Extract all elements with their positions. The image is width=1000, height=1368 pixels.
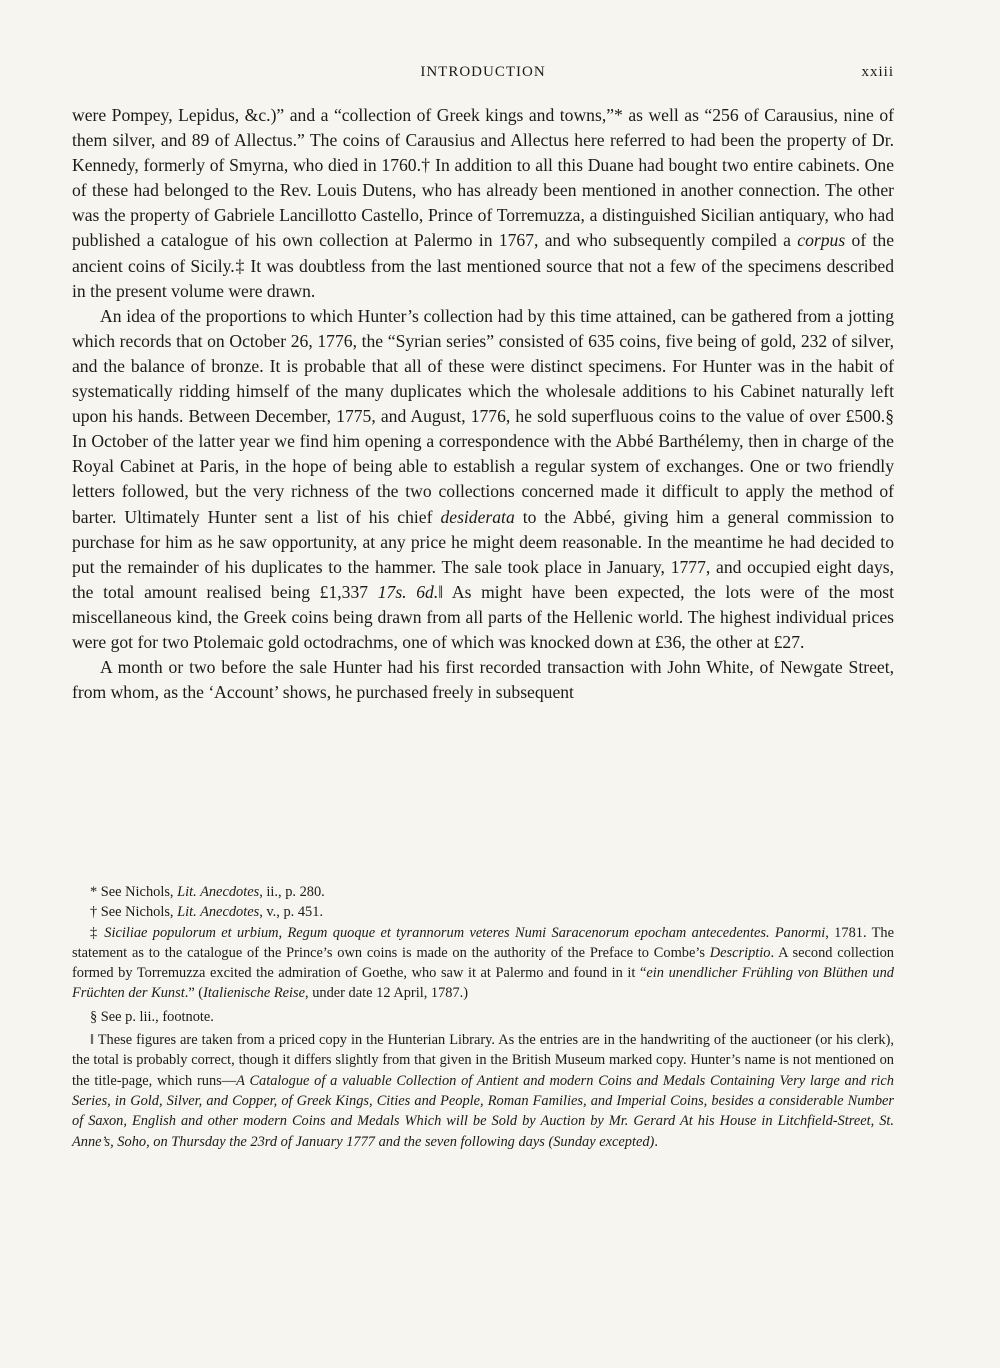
text-run: . A second collection formed by Torremuzza excited the admiration of Goethe, who saw it at Palermo and found in it “: [72, 944, 894, 982]
paragraph: [72, 304, 894, 655]
footnote: [72, 882, 894, 902]
page-number: xxiii: [861, 64, 894, 80]
italic-text: Lit. Anecdotes: [177, 884, 260, 900]
text-run: * See Nichols,: [90, 884, 178, 900]
paragraph: [72, 655, 894, 705]
text-run: , v., p. 451.: [259, 904, 324, 921]
page-header: [72, 64, 894, 86]
italic-text: Italienische Reise: [203, 985, 305, 1002]
italic-text: Lit. Anecdotes: [177, 904, 260, 921]
italic-text: corpus: [797, 230, 846, 251]
main-text: [72, 103, 894, 705]
italic-text: A Catalogue of a valuable Collection of Antient and modern Coins and Medals Containing Very large and rich Series, in Gold, Silver, and Copper, of Greek Kings, Cities and People, Roman Families, and Imperial Coins, besides a considerable Number of Saxon, English and other modern Coins and Medals Which will be Sold by Auction by Mr. Gerard At his House in Litchfield-Street, St. Anne’s, Soho, on Thursday the 23rd of January 1777 and the seven following days (Sunday excepted): [72, 1072, 895, 1150]
text-run: ‡: [90, 924, 105, 941]
footnote: [72, 923, 894, 1004]
text-run: .: [654, 1133, 658, 1150]
text-run: of the ancient coins of Sicily.‡ It was doubtless from the last mentioned source that not a few of the specimens described in the present volume were drawn.: [72, 230, 895, 301]
text-run: § See p. lii., footnote.: [90, 1008, 214, 1025]
text-run: .” (: [184, 985, 204, 1002]
footnote: [72, 1030, 894, 1152]
italic-text: Siciliae populorum et urbium, Regum quoque et tyrannorum veteres Numi Saracenorum epocham antecedentes. Panormi: [104, 924, 826, 941]
italic-text: Descriptio: [709, 944, 771, 961]
text-run: , 1781. The statement as to the catalogue of the Prince’s own coins is made on the authority of the Preface to Combe’s: [72, 924, 894, 961]
text-run: , ii., p. 280.: [259, 884, 325, 900]
text-run: A month or two before the sale Hunter had his first recorded transaction with John White, of Newgate Street, from whom, as the ‘Account’ shows, he purchased freely in subsequent: [72, 657, 894, 703]
text-run: , under date 12 April, 1787.): [305, 985, 469, 1002]
italic-text: desiderata: [440, 506, 515, 527]
footnotes: [72, 882, 894, 1152]
footnote: [72, 1007, 894, 1027]
italic-text: 17s. 6d.: [377, 581, 439, 602]
italic-text: ein unendlicher Frühling von Blüthen und Früchten der Kunst: [72, 965, 894, 1002]
text-run: † See Nichols,: [90, 904, 178, 921]
paragraph: [72, 103, 894, 304]
text-run: ‖ These figures are taken from a priced copy in the Hunterian Library. As the entries are in the handwriting of the auctioneer (or his clerk), the total is probably correct, though it differs slightly from that given in the British Museum marked copy. Hunter’s name is not mentioned on the title-page, which runs—: [72, 1032, 894, 1089]
text-run: were Pompey, Lepidus, &c.)” and a “collection of Greek kings and towns,”* as well as “256 of Carausius, nine of them silver, and 89 of Allectus.” The coins of Carausius and Allectus here referred to had been the property of Dr. Kennedy, formerly of Smyrna, who died in 1760.† In addition to all this Duane had bought two entire cabinets. One of these had belonged to the Rev. Louis Dutens, who has already been mentioned in another connection. The other was the property of Gabriele Lancillotto Castello, Prince of Torremuzza, a distinguished Sicilian antiquary, who had published a catalogue of his own collection at Palermo in 1767, and who subsequently compiled a: [72, 105, 894, 251]
text-run: to the Abbé, giving him a general commission to purchase for him as he saw opportunity, at any price he might deem reasonable. In the meantime he had decided to put the remainder of his duplicates to the hammer. The sale took place in January, 1777, and occupied eight days, the total amount realised being £1,337: [72, 506, 894, 602]
footnote: [72, 902, 894, 922]
text-run: ‖ As might have been expected, the lots were of the most miscellaneous kind, the Greek coins being drawn from all parts of the Hellenic world. The highest individual prices were got for two Ptolemaic gold octodrachms, one of which was knocked down at £36, the other at £27.: [72, 581, 894, 652]
running-head: INTRODUCTION: [420, 64, 546, 80]
text-run: An idea of the proportions to which Hunter’s collection had by this time attained, can be gathered from a jotting which records that on October 26, 1776, the “Syrian series” consisted of 635 coins, five being of gold, 232 of silver, and the balance of bronze. It is probable that all of these were distinct specimens. For Hunter was in the habit of systematically ridding himself of the many duplicates which the wholesale additions to his Cabinet naturally left upon his hands. Between December, 1775, and August, 1776, he sold superfluous coins to the value of over £500.§ In October of the latter year we find him opening a correspondence with the Abbé Barthélemy, then in charge of the Royal Cabinet at Paris, in the hope of being able to establish a regular system of exchanges. One or two friendly letters followed, but the very richness of the two collections concerned made it difficult to apply the method of barter. Ultimately Hunter sent a list of his chief: [72, 305, 894, 527]
